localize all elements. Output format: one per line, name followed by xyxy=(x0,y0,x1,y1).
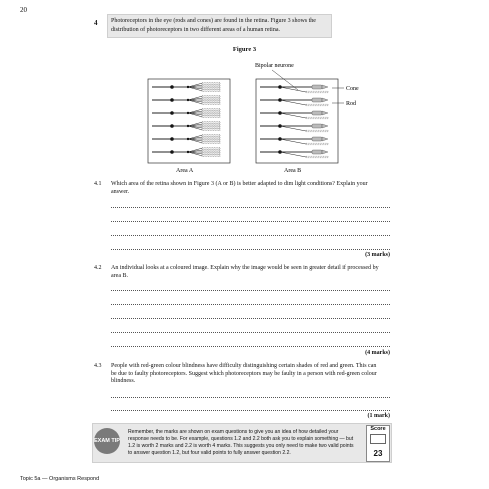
rod-connector xyxy=(188,139,202,143)
score-input[interactable] xyxy=(370,434,386,444)
rod-connector xyxy=(280,113,306,118)
rod-cell xyxy=(202,127,220,129)
synapse xyxy=(187,138,189,140)
rod-connector xyxy=(188,126,202,128)
rod-connector xyxy=(188,100,202,104)
rod-connector xyxy=(280,87,306,92)
score-label: Score xyxy=(370,426,386,432)
rod-cell xyxy=(202,136,220,138)
rod-connector xyxy=(188,122,202,126)
rod-cell xyxy=(202,121,220,123)
exam-tip-text: Remember, the marks are shown on exam questions to give you an idea of how detailed your response needs to be. For example, questions 1.2 and 2.2 both ask you to explain something — but 1.2 is worth 2 marks and 2.2 is worth 4 marks. This suggests you only need to make two valid points to answer question 1.2, but four valid points to fully answer question 2.2. xyxy=(128,429,354,456)
synapse xyxy=(187,125,189,127)
cone-tip xyxy=(322,137,328,141)
rod-cell xyxy=(202,140,220,142)
rod-cell xyxy=(202,97,220,99)
answer-line[interactable] xyxy=(111,304,390,305)
cone-tip xyxy=(322,98,328,102)
rod-connector xyxy=(188,124,202,126)
rod-cell xyxy=(202,147,220,149)
rod-cell xyxy=(306,156,328,158)
part-number-4-3: 4.3 xyxy=(94,363,102,369)
cone-cell xyxy=(312,150,322,154)
cone-cell xyxy=(312,111,322,115)
rod-cell xyxy=(202,108,220,110)
rod-connector xyxy=(188,126,202,130)
answer-line[interactable] xyxy=(111,249,390,250)
rod-cell xyxy=(306,130,328,132)
answer-line[interactable] xyxy=(111,410,390,411)
rod-connector xyxy=(188,87,202,91)
cone-tip xyxy=(322,111,328,115)
rod-cell xyxy=(202,101,220,103)
rod-cell xyxy=(306,104,328,106)
cone-cell xyxy=(312,124,322,128)
score-value: 23 xyxy=(373,449,383,458)
rod-connector xyxy=(188,100,202,102)
cone-label: Cone xyxy=(346,86,359,92)
rod-cell xyxy=(202,88,220,90)
rod-connector xyxy=(188,135,202,139)
area-b-label: Area B xyxy=(284,168,302,174)
answer-line[interactable] xyxy=(111,235,390,236)
rod-connector xyxy=(188,85,202,87)
bipolar-label: Bipolar neurone xyxy=(255,63,294,69)
rod-connector xyxy=(188,83,202,87)
marks-4-3: (1 mark) xyxy=(367,413,390,419)
cone-tip xyxy=(322,124,328,128)
rod-connector xyxy=(188,150,202,152)
question-intro: Photoreceptors in the eye (rods and cones) are found in the retina. Figure 3 shows the distribution of photoreceptors in two different areas of a human retina. xyxy=(107,14,332,38)
rod-connector xyxy=(188,109,202,113)
cone-cell xyxy=(312,98,322,102)
marks-4-2: (4 marks) xyxy=(365,350,390,356)
marks-4-1: (3 marks) xyxy=(365,252,390,258)
page-number: 20 xyxy=(20,6,27,14)
rod-connector xyxy=(280,152,306,157)
rod-connector xyxy=(188,87,202,89)
rod-cell xyxy=(202,151,220,153)
part-number-4-2: 4.2 xyxy=(94,265,102,271)
area-a-diagram xyxy=(148,79,230,163)
rod-connector xyxy=(188,152,202,154)
figure-title: Figure 3 xyxy=(232,46,257,53)
cone-tip xyxy=(322,150,328,154)
rod-label: Rod xyxy=(346,101,357,107)
answer-line[interactable] xyxy=(111,397,390,398)
answer-line[interactable] xyxy=(111,332,390,333)
answer-line[interactable] xyxy=(111,290,390,291)
cone-cell xyxy=(312,137,322,141)
rod-cell xyxy=(202,112,220,114)
rod-connector xyxy=(280,139,306,144)
rod-connector xyxy=(188,137,202,139)
rod-connector xyxy=(188,139,202,141)
rod-connector xyxy=(280,100,306,105)
answer-line[interactable] xyxy=(111,346,390,347)
rod-cell xyxy=(202,149,220,151)
cone-tip xyxy=(322,85,328,89)
rod-connector xyxy=(188,96,202,100)
rod-connector xyxy=(188,111,202,113)
rod-cell xyxy=(202,153,220,155)
rod-cell xyxy=(202,125,220,127)
rod-cell xyxy=(202,155,220,157)
area-a-label: Area A xyxy=(176,168,194,174)
rod-cell xyxy=(202,86,220,88)
rod-cell xyxy=(306,117,328,119)
synapse xyxy=(187,86,189,88)
rod-cell xyxy=(202,90,220,92)
part-text-4-3: People with red-green colour blindness have difficulty distinguishing certain shades of red and green. This can be due to faulty photoreceptors. Suggest which photoreceptors may be faulty in a person with red-green colour blindness. xyxy=(111,363,377,384)
answer-line[interactable] xyxy=(111,318,390,319)
area-b-diagram xyxy=(256,79,338,163)
rod-cell xyxy=(202,95,220,97)
rod-cell xyxy=(202,82,220,84)
rod-connector xyxy=(188,98,202,100)
rod-connector xyxy=(280,126,306,131)
rod-connector xyxy=(188,148,202,152)
answer-line[interactable] xyxy=(111,221,390,222)
answer-line[interactable] xyxy=(111,207,390,208)
rod-cell xyxy=(202,114,220,116)
rod-cell xyxy=(202,103,220,105)
rod-cell xyxy=(202,99,220,101)
part-text-4-1: Which area of the retina shown in Figure 3 (A or B) is better adapted to dim light conditions? Explain your answer. xyxy=(111,181,368,195)
part-text-4-2: An individual looks at a coloured image. Explain why the image would be seen in greater detail if processed by area B. xyxy=(111,265,379,279)
synapse xyxy=(187,112,189,114)
rod-cell xyxy=(202,138,220,140)
rod-cell xyxy=(202,123,220,125)
rod-cell xyxy=(202,116,220,118)
rod-cell xyxy=(202,129,220,131)
rod-connector xyxy=(188,113,202,117)
part-number-4-1: 4.1 xyxy=(94,181,102,187)
cone-cell xyxy=(312,85,322,89)
exam-tip-badge: EXAM TIP xyxy=(94,428,120,454)
rod-cell xyxy=(306,91,328,93)
rod-connector xyxy=(188,113,202,115)
rod-cell xyxy=(202,84,220,86)
synapse xyxy=(187,151,189,153)
synapse xyxy=(187,99,189,101)
retina-diagram xyxy=(140,56,370,176)
rod-cell xyxy=(202,134,220,136)
rod-connector xyxy=(188,152,202,156)
rod-cell xyxy=(202,110,220,112)
rod-cell xyxy=(306,143,328,145)
rod-cell xyxy=(202,142,220,144)
question-number: 4 xyxy=(94,19,98,27)
page-footer: Topic 5a — Organisms Respond xyxy=(20,476,100,482)
